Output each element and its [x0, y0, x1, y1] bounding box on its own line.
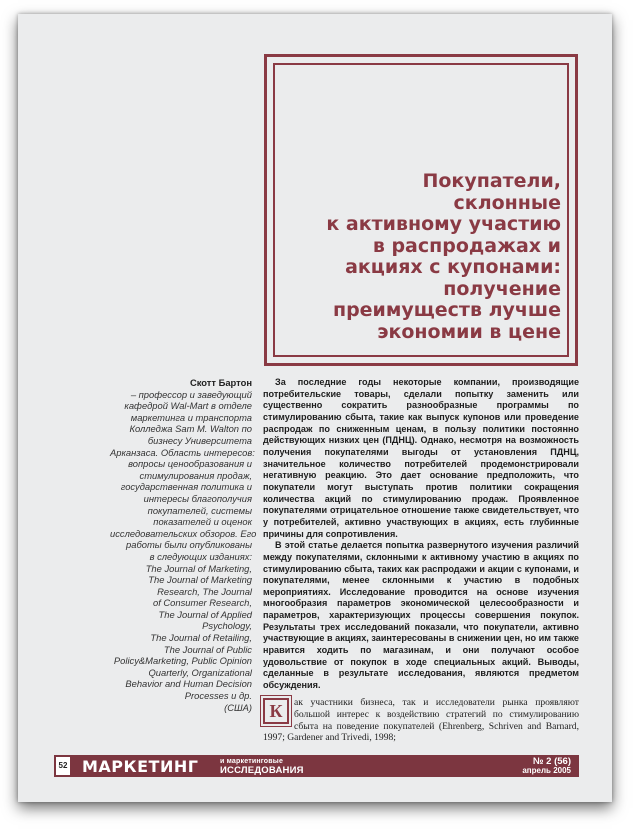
bio-line: показателей и оценок	[153, 516, 252, 528]
article-title	[281, 171, 561, 343]
title-line: акциях с купонами:	[345, 256, 561, 278]
magazine-page	[18, 14, 612, 802]
footer-bar	[72, 755, 579, 777]
title-line: в распродажах и	[372, 234, 561, 257]
bio-line: бизнесу Университета	[147, 434, 252, 446]
title-frame	[264, 54, 578, 366]
article-body	[263, 697, 579, 745]
title-line: склонные	[453, 191, 561, 214]
drop-cap: К	[263, 698, 289, 724]
author-bio	[110, 388, 257, 563]
bio-line: вопросы ценообразования и	[128, 458, 252, 470]
abstract-paragraph-1: За последние годы некоторые компании, производящие потребительские товары, сделали попытку заменить или существенно сократить разнообразные программы по стимулированию сбыта, такие как выпуск купонов или проведение распродаж по сниженным ценам, в пользу политики постоянно действующих низких цен (ПДНЦ). Однако, несмотря на возможность получения покупателями выгоды от установления ПДНЦ, значительное количество потребителей продемонстрировали негативную реакцию. Это дает основание предположить, что покупатели могут выступать против политики сокращения количества акций по стимулированию продаж. Проявленное покупателями отрицательное отношение также свидетельствует, что у потребителей, активно участвующих в акциях, есть глубинные причины для сопротивления.	[263, 377, 579, 539]
magazine-brand: МАРКЕТИНГ	[82, 757, 199, 776]
brand-sub-small: и маркетинговые	[220, 758, 284, 765]
title-line: к активному участию	[326, 213, 561, 235]
page-number: 52	[54, 755, 72, 777]
magazine-brand-subtitle	[220, 758, 304, 775]
bio-line: интересы благополучия	[143, 492, 252, 504]
bio-line: исследовательских обзоров. Его	[110, 527, 257, 539]
pub-line: The Journal of Marketing,	[145, 562, 252, 574]
title-line: преимуществ лучше	[332, 299, 561, 321]
issue-info	[522, 757, 571, 775]
pub-line: Policy&Marketing, Public Opinion	[113, 655, 252, 667]
issue-date: апрель 2005	[522, 766, 571, 775]
title-line: Покупатели,	[422, 170, 561, 192]
pub-line: Processes и др.	[184, 690, 252, 702]
pub-line: The Journal of Marketing	[148, 574, 252, 586]
bio-line: Арканзаса. Область интересов:	[110, 446, 255, 458]
brand-sub-big: ИССЛЕДОВАНИЯ	[220, 764, 304, 776]
pub-line: Research, The Journal	[157, 585, 252, 597]
pub-line: The Journal of Public	[163, 643, 252, 655]
bio-line: маркетинга и транспорта	[130, 411, 252, 423]
title-line: получение	[443, 277, 561, 300]
author-sidebar	[110, 377, 257, 713]
bio-line: Колледжа Sam M. Walton по	[129, 423, 252, 435]
author-name: Скотт Бартон	[189, 377, 252, 388]
author-publications	[110, 563, 252, 714]
abstract	[263, 377, 579, 692]
bio-line: работы были опубликованы	[126, 539, 252, 551]
abstract-paragraph-2: В этой статье делается попытка развернутого изучения различий между покупателями, склонными к активному участию в акциях по стимулированию сбыта, таких как распродажи и акции с купонами, и покупателями, менее склонными к участию в подобных мероприятиях. Исследование проводится на основе изучения многообразия параметров экономической целесообразности и параметров, характеризующих процессы совершения покупок. Результаты трех исследований показали, что покупатели, активно участвующие в акциях, заинтересованы в снижении цен, но им также нравится ходить по магазинам, и они получают особое удовольствие от покупок в ходе специальных акций. Выводы, сделанные в результате исследования, являются предметом обсуждения.	[263, 540, 579, 691]
bio-line: – профессор и заведующий	[130, 388, 252, 400]
pub-line: The Journal of Retailing,	[150, 632, 252, 644]
body-paragraph: ак участники бизнеса, так и исследователи рынка проявляют большой интерес к воздействию стратегий по стимулированию сбыта на поведение покупателей (Ehrenberg, Schriven and Barnard, 1997; Gardener and Trivedi, 1998;	[263, 697, 579, 744]
pub-line: Quarterly, Organizational	[148, 666, 252, 678]
pub-line: Psychology,	[202, 620, 252, 632]
pub-line: The Journal of Applied	[158, 608, 252, 620]
issue-number: № 2 (56)	[532, 756, 571, 767]
bio-line: государственная политика и	[120, 481, 252, 493]
bio-line: стимулирования продаж,	[139, 469, 252, 481]
pub-line: of Consumer Research,	[152, 597, 252, 609]
pub-line: Behavior and Human Decision	[125, 678, 252, 690]
bio-line: в следующих изданиях:	[149, 550, 252, 562]
pub-line: (США)	[224, 701, 252, 713]
bio-line: покупателей, системы	[147, 504, 252, 516]
title-line: экономии в цене	[377, 320, 561, 343]
bio-line: кафедрой Wal-Mart в отделе	[124, 400, 252, 412]
